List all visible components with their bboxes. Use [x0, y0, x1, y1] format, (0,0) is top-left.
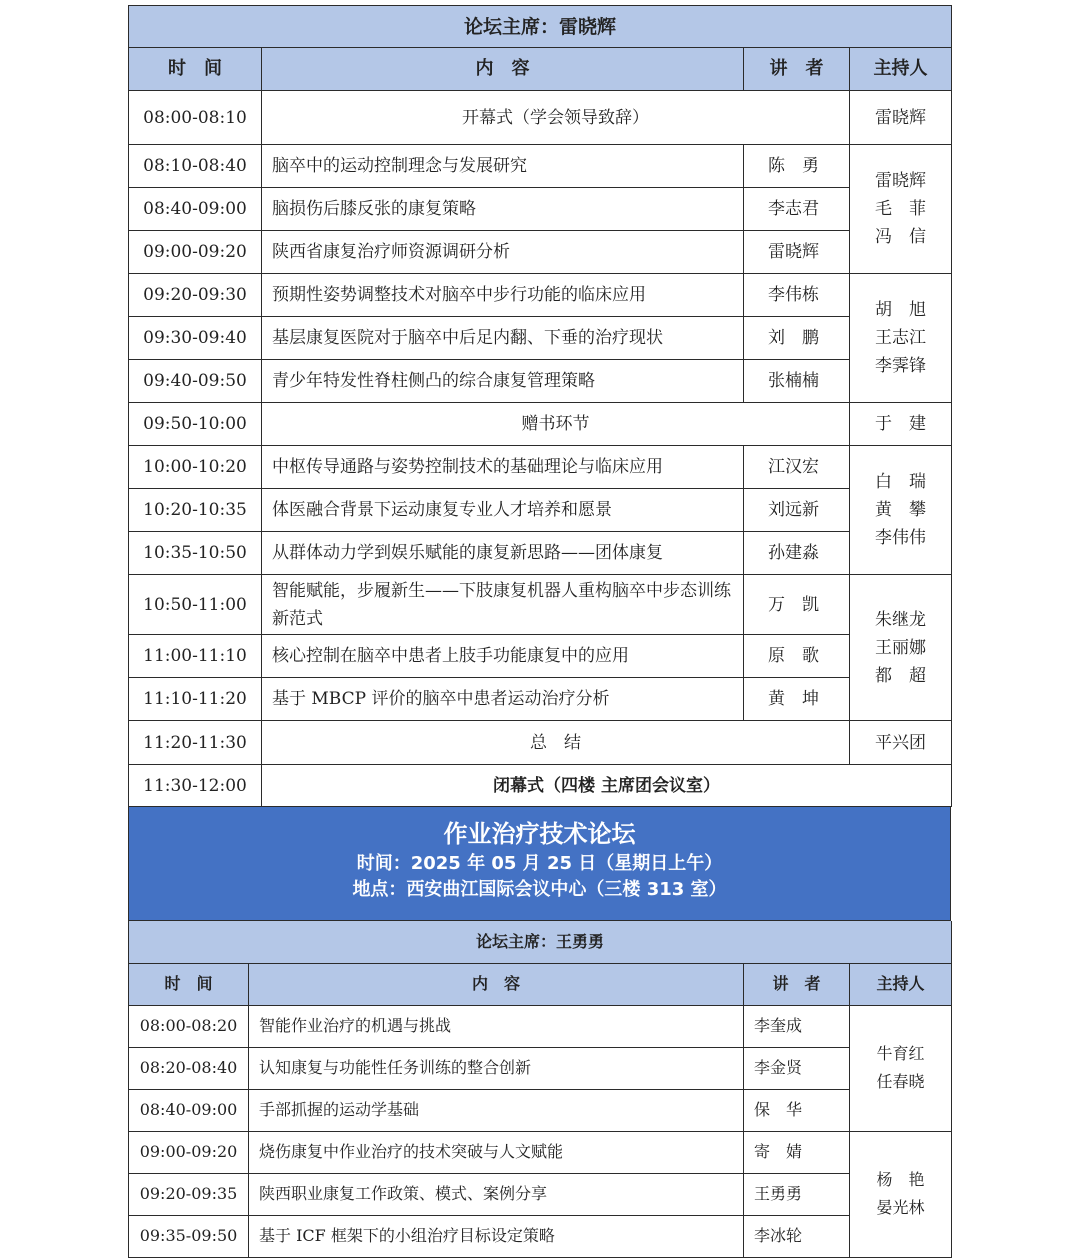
time-cell: 11:00-11:10 [129, 635, 262, 678]
summary-content: 总 结 [262, 721, 850, 765]
content-cell: 青少年特发性脊柱侧凸的综合康复管理策略 [262, 360, 744, 403]
content-cell: 预期性姿势调整技术对脑卒中步行功能的临床应用 [262, 274, 744, 317]
speaker-cell: 万 凯 [744, 575, 850, 635]
speaker-cell: 黄 坤 [744, 678, 850, 721]
schedule-sheet [128, 5, 951, 1258]
table-row [129, 188, 952, 231]
gift-content: 赠书环节 [262, 403, 850, 446]
table-row [129, 360, 952, 403]
forum2-title: 作业治疗技术论坛 [443, 820, 636, 848]
time-cell: 09:20-09:30 [129, 274, 262, 317]
host-cell: 朱继龙 王丽娜 都 超 [850, 575, 952, 721]
header-speaker: 讲 者 [744, 48, 850, 91]
opening-content: 开幕式（学会领导致辞） [262, 91, 850, 145]
time-cell: 10:20-10:35 [129, 489, 262, 532]
table-row [129, 1047, 952, 1089]
speaker-cell: 张楠楠 [744, 360, 850, 403]
host-cell: 雷晓辉 毛 菲 冯 信 [850, 145, 952, 274]
time-cell: 09:50-10:00 [129, 403, 262, 446]
header-content: 内 容 [262, 48, 744, 91]
forum1-table [128, 5, 952, 807]
content-cell: 智能赋能，步履新生——下肢康复机器人重构脑卒中步态训练新范式 [262, 575, 744, 635]
content-cell: 陕西职业康复工作政策、模式、案例分享 [249, 1173, 744, 1215]
speaker-cell: 孙建淼 [744, 532, 850, 575]
table-row [129, 1089, 952, 1131]
table-row [129, 1005, 952, 1047]
host-cell: 雷晓辉 [850, 91, 952, 145]
table-row [129, 635, 952, 678]
forum2-chair: 论坛主席：王勇勇 [129, 921, 952, 963]
time-cell: 09:00-09:20 [129, 231, 262, 274]
header-host: 主持人 [850, 48, 952, 91]
time-cell: 09:35-09:50 [129, 1215, 249, 1257]
time-cell: 08:40-09:00 [129, 188, 262, 231]
table-row [129, 446, 952, 489]
time-cell: 09:30-09:40 [129, 317, 262, 360]
time-cell: 09:40-09:50 [129, 360, 262, 403]
content-cell: 脑卒中的运动控制理念与发展研究 [262, 145, 744, 188]
host-cell: 白 瑞 黄 攀 李伟伟 [850, 446, 952, 575]
content-cell: 基于 ICF 框架下的小组治疗目标设定策略 [249, 1215, 744, 1257]
table-row [129, 678, 952, 721]
table-row [129, 274, 952, 317]
forum2-place: 地点：西安曲江国际会议中心（三楼 313 室） [352, 879, 727, 900]
speaker-cell: 王勇勇 [744, 1173, 850, 1215]
table-row [129, 532, 952, 575]
speaker-cell: 李奎成 [744, 1005, 850, 1047]
speaker-cell: 寄 婧 [744, 1131, 850, 1173]
table-row [129, 403, 952, 446]
forum2-table [128, 921, 952, 1258]
host-cell: 平兴团 [850, 721, 952, 765]
speaker-cell: 刘远新 [744, 489, 850, 532]
content-cell: 陕西省康复治疗师资源调研分析 [262, 231, 744, 274]
forum2-banner [128, 807, 951, 921]
header-content: 内 容 [249, 963, 744, 1005]
content-cell: 脑损伤后膝反张的康复策略 [262, 188, 744, 231]
table-row [129, 1131, 952, 1173]
time-cell: 10:50-11:00 [129, 575, 262, 635]
header-time: 时 间 [129, 48, 262, 91]
speaker-cell: 李冰轮 [744, 1215, 850, 1257]
time-cell: 08:00-08:10 [129, 91, 262, 145]
speaker-cell: 保 华 [744, 1089, 850, 1131]
speaker-cell: 江汉宏 [744, 446, 850, 489]
speaker-cell: 李金贤 [744, 1047, 850, 1089]
forum1-chair: 论坛主席：雷晓辉 [129, 6, 952, 48]
time-cell: 09:00-09:20 [129, 1131, 249, 1173]
speaker-cell: 原 歌 [744, 635, 850, 678]
content-cell: 基于 MBCP 评价的脑卒中患者运动治疗分析 [262, 678, 744, 721]
table-row [129, 575, 952, 635]
time-cell: 11:10-11:20 [129, 678, 262, 721]
time-cell: 10:35-10:50 [129, 532, 262, 575]
table-row [129, 1215, 952, 1257]
table-row [129, 765, 952, 807]
closing-content: 闭幕式（四楼 主席团会议室） [262, 765, 952, 807]
speaker-cell: 李伟栋 [744, 274, 850, 317]
time-cell: 08:10-08:40 [129, 145, 262, 188]
speaker-cell: 雷晓辉 [744, 231, 850, 274]
content-cell: 智能作业治疗的机遇与挑战 [249, 1005, 744, 1047]
forum2-time: 时间：2025 年 05 月 25 日（星期日上午） [356, 853, 723, 874]
host-cell: 牛育红 任春晓 [850, 1005, 952, 1131]
speaker-cell: 李志君 [744, 188, 850, 231]
header-time: 时 间 [129, 963, 249, 1005]
table-row [129, 317, 952, 360]
content-cell: 手部抓握的运动学基础 [249, 1089, 744, 1131]
content-cell: 基层康复医院对于脑卒中后足内翻、下垂的治疗现状 [262, 317, 744, 360]
table-row [129, 1173, 952, 1215]
time-cell: 08:00-08:20 [129, 1005, 249, 1047]
content-cell: 核心控制在脑卒中患者上肢手功能康复中的应用 [262, 635, 744, 678]
time-cell: 11:20-11:30 [129, 721, 262, 765]
host-cell: 胡 旭 王志江 李霁锋 [850, 274, 952, 403]
speaker-cell: 陈 勇 [744, 145, 850, 188]
time-cell: 11:30-12:00 [129, 765, 262, 807]
content-cell: 烧伤康复中作业治疗的技术突破与人文赋能 [249, 1131, 744, 1173]
table-row [129, 489, 952, 532]
table-row [129, 91, 952, 145]
time-cell: 08:40-09:00 [129, 1089, 249, 1131]
content-cell: 从群体动力学到娱乐赋能的康复新思路——团体康复 [262, 532, 744, 575]
time-cell: 09:20-09:35 [129, 1173, 249, 1215]
content-cell: 认知康复与功能性任务训练的整合创新 [249, 1047, 744, 1089]
host-cell: 于 建 [850, 403, 952, 446]
table-row [129, 721, 952, 765]
time-cell: 08:20-08:40 [129, 1047, 249, 1089]
content-cell: 中枢传导通路与姿势控制技术的基础理论与临床应用 [262, 446, 744, 489]
header-host: 主持人 [850, 963, 952, 1005]
table-row [129, 145, 952, 188]
header-speaker: 讲 者 [744, 963, 850, 1005]
content-cell: 体医融合背景下运动康复专业人才培养和愿景 [262, 489, 744, 532]
time-cell: 10:00-10:20 [129, 446, 262, 489]
host-cell: 杨 艳 晏光林 [850, 1131, 952, 1257]
table-row [129, 231, 952, 274]
speaker-cell: 刘 鹏 [744, 317, 850, 360]
